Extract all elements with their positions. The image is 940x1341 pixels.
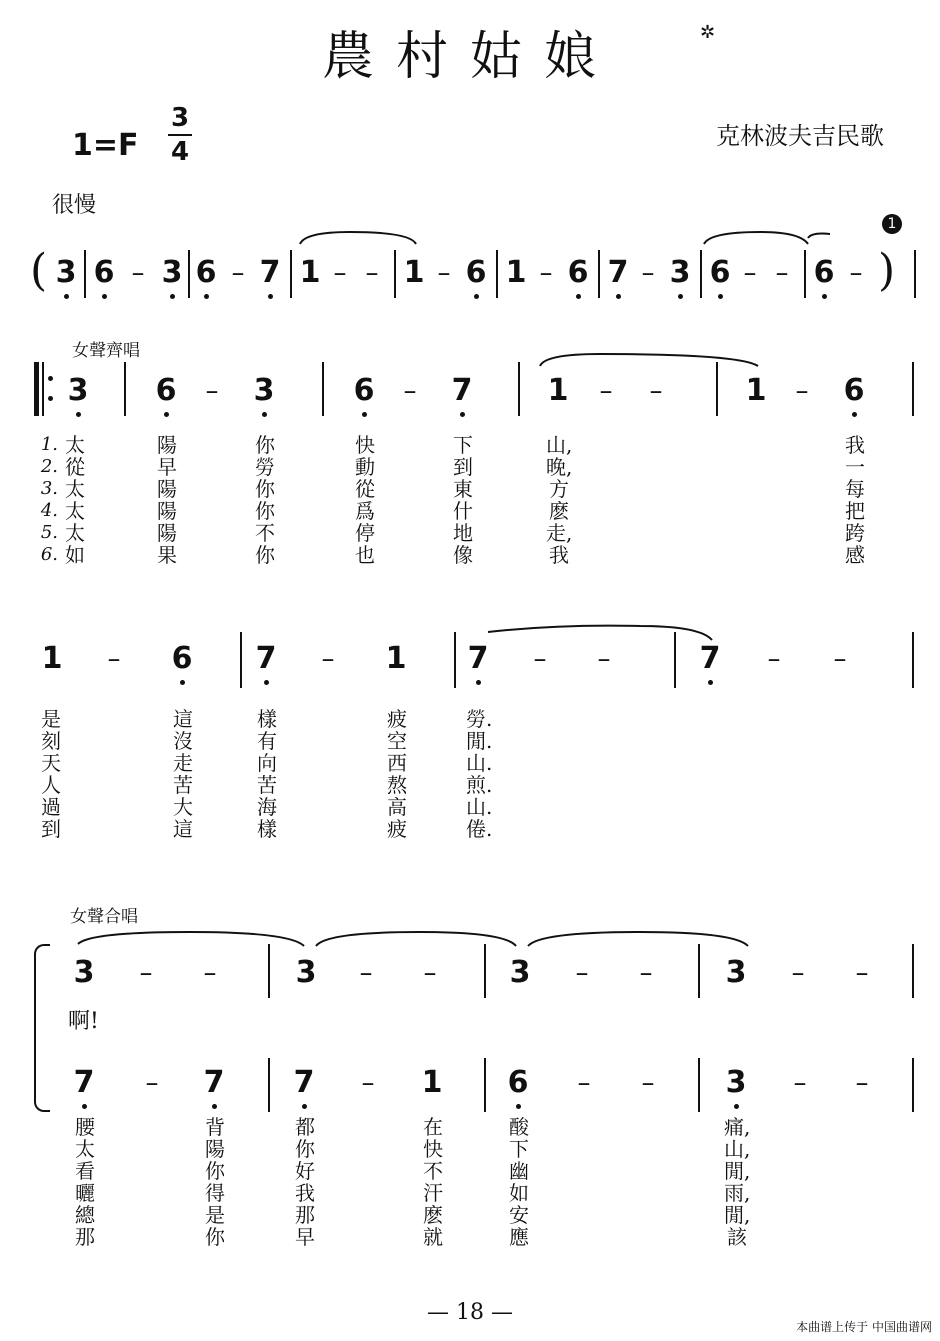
lyric-char: 陽 [205,1137,225,1161]
lyric-char: 是 [41,707,61,731]
lyric-char: 曬 [75,1181,95,1205]
lyric-char: 動 [355,455,375,479]
lyric-char: 太 [65,433,85,457]
note: 1 [745,373,767,408]
lyric-char: 海 [257,795,277,819]
low-octave-dot [212,1104,217,1109]
barline [42,362,44,416]
lyric-char: 太 [65,499,85,523]
dash: – [359,958,373,988]
repeat-dot [48,396,53,401]
lyric-char: 過 [41,795,61,819]
low-octave-dot [164,412,169,417]
verse-number: 2. [40,456,58,477]
lyric-char: 到 [41,817,61,841]
lyric-char: 下 [509,1137,529,1161]
lyric-char: 幽 [509,1159,529,1183]
lyric-char: 你 [295,1137,315,1161]
dash: – [145,1068,159,1098]
note: 3 [253,373,275,408]
dash: – [131,258,145,288]
low-octave-dot [64,294,69,299]
barline [290,250,292,298]
low-octave-dot [102,294,107,299]
barline [84,250,86,298]
lyric-char: 從 [65,455,85,479]
lyric-char: 太 [75,1137,95,1161]
barline [240,632,242,688]
verse-number: 3. [40,478,58,499]
tempo-marking: 很慢 [52,193,97,218]
lyric-char: 把 [845,499,865,523]
lyric-char: 你 [255,433,275,457]
circled-mark-icon: 1 [882,214,902,234]
note: 6 [155,373,177,408]
lyric-char: 雨, [724,1181,751,1205]
lyric-char: 這 [173,817,193,841]
lyric-char: 一 [845,455,865,479]
dash: – [641,258,655,288]
dash: – [333,258,347,288]
note: 3 [509,955,531,990]
lyric-char: 山. [466,751,493,775]
low-octave-dot [718,294,723,299]
lyric-char: 這 [173,707,193,731]
note: 6 [813,255,835,290]
barline [518,362,520,416]
lyric-char: 你 [255,499,275,523]
dash: – [575,958,589,988]
lyric-char: 安 [509,1203,529,1227]
barline [912,944,914,998]
barline [700,250,702,298]
dash: – [795,376,809,406]
note: 6 [171,641,193,676]
dash: – [743,258,757,288]
lyric-char: 大 [173,795,193,819]
lyric-char: 沒 [173,729,193,753]
dash: – [833,644,847,674]
barline [496,250,498,298]
section-label-chorus: 女聲合唱 [70,907,138,927]
lyric-char: 天 [41,751,61,775]
upload-footer: 本曲谱上传于 中国曲谱网 [796,1320,932,1334]
low-octave-dot [734,1104,739,1109]
lyric-char: 你 [255,543,275,567]
note: 1 [547,373,569,408]
dash: – [849,258,863,288]
low-octave-dot [362,412,367,417]
verse-number: 1. [40,434,58,455]
note: 1 [421,1065,443,1100]
lyric-char: 倦. [466,817,493,841]
note: 1 [403,255,425,290]
note: 3 [669,255,691,290]
lyric-char: 走, [546,521,573,545]
low-octave-dot [262,412,267,417]
note: 7 [203,1065,225,1100]
repeat-barline [34,362,39,416]
lyric-char: 苦 [257,773,277,797]
dash: – [577,1068,591,1098]
note: 6 [567,255,589,290]
lyric-char: 不 [423,1159,443,1183]
dash: – [203,958,217,988]
barline [698,1058,700,1112]
lyric-char: 果 [157,543,177,567]
barline [268,944,270,998]
lyric-char: 背 [205,1115,225,1139]
lyric-char: 向 [257,751,277,775]
lyric-char: 在 [423,1115,443,1139]
composer-credit: 克林波夫吉民歌 [716,122,884,150]
low-octave-dot [264,680,269,685]
barline [268,1058,270,1112]
lyric-char: 閒, [724,1159,751,1183]
lyric-char: 麽 [549,499,569,523]
lyric-char: 好 [295,1159,315,1183]
barline [804,250,806,298]
lyric-char: 跨 [845,521,865,545]
barline [674,632,676,688]
key-signature: 1=F [72,128,139,163]
dash: – [365,258,379,288]
low-octave-dot [576,294,581,299]
lyric-char: 山, [724,1137,751,1161]
lyric-char: 閒, [724,1203,751,1227]
dash: – [641,1068,655,1098]
paren-close: ) [878,245,896,296]
dash: – [597,644,611,674]
note: 7 [699,641,721,676]
lyric-char: 看 [75,1159,95,1183]
note: 3 [725,1065,747,1100]
note: 7 [467,641,489,676]
barline [188,250,190,298]
lyric-char: 勞 [255,455,275,479]
verse-number: 5. [40,522,58,543]
lyric-char: 是 [205,1203,225,1227]
lyric-char: 刻 [41,729,61,753]
section-label-unison: 女聲齊唱 [72,341,140,361]
lyric-char: 如 [65,543,85,567]
note: 1 [505,255,527,290]
low-octave-dot [76,412,81,417]
lyric-char: 汗 [423,1181,443,1205]
note: 3 [67,373,89,408]
dash: – [649,376,663,406]
lyric-char: 走 [173,751,193,775]
note: 3 [55,255,77,290]
lyric-char: 到 [453,455,473,479]
lyric-char: 早 [295,1225,315,1249]
dash: – [437,258,451,288]
lyric-char: 麽 [423,1203,443,1227]
lyric-char: 那 [295,1203,315,1227]
dash: – [533,644,547,674]
low-octave-dot [476,680,481,685]
note: 6 [465,255,487,290]
lyric-char: 我 [295,1181,315,1205]
lyric-char: 晚, [546,455,573,479]
note: 6 [843,373,865,408]
lyric-char: 煎. [466,773,493,797]
lyric-char: 早 [157,455,177,479]
dash: – [855,958,869,988]
note: 6 [353,373,375,408]
dash: – [791,958,805,988]
lyric-char: 下 [453,433,473,457]
lyric-char: 陽 [157,499,177,523]
page-number: — 18 — [427,1300,513,1325]
low-octave-dot [268,294,273,299]
lyric-char: 什 [453,499,473,523]
low-octave-dot [302,1104,307,1109]
note: 6 [709,255,731,290]
low-octave-dot [82,1104,87,1109]
barline [454,632,456,688]
barline [484,1058,486,1112]
verse-number: 6. [40,544,58,565]
lyric-char: 從 [355,477,375,501]
lyric-char: 太 [65,477,85,501]
note: 7 [73,1065,95,1100]
lyric-char: 得 [205,1181,225,1205]
lyric-char: 也 [355,543,375,567]
barline [912,1058,914,1112]
note: 6 [195,255,217,290]
song-title: 農村姑娘 [321,27,618,87]
lyric-char: 疲 [387,707,407,731]
lyric-char: 空 [387,729,407,753]
dash: – [793,1068,807,1098]
lyric-char: 高 [387,795,407,819]
lyric-char: 就 [423,1225,443,1249]
dash: – [423,958,437,988]
lyric-char: 樣 [257,707,277,731]
note: 3 [295,955,317,990]
lyric-char: 酸 [509,1115,529,1139]
lyric-char: 陽 [157,433,177,457]
barline [322,362,324,416]
barline [698,944,700,998]
lyric-char: 山. [466,795,493,819]
lyric-char: 陽 [157,477,177,501]
dash: – [107,644,121,674]
note: 3 [73,955,95,990]
barline [124,362,126,416]
lyric-char: 你 [205,1159,225,1183]
barline [912,632,914,688]
verse-number: 4. [40,500,58,521]
note: 1 [41,641,63,676]
lyric-char: 疲 [387,817,407,841]
lyric-char: 樣 [257,817,277,841]
low-octave-dot [180,680,185,685]
low-octave-dot [678,294,683,299]
note: 7 [293,1065,315,1100]
lyric-char: 那 [75,1225,95,1249]
barline [484,944,486,998]
title-ornament-icon: ✲ [700,22,716,43]
lyric-char: 西 [387,751,407,775]
low-octave-dot [460,412,465,417]
lyric-char: 東 [453,477,473,501]
lyric-char: 停 [355,521,375,545]
note: 3 [161,255,183,290]
note: 6 [507,1065,529,1100]
dash: – [539,258,553,288]
lyric-char: 方 [549,477,569,501]
lyric-char: 熬 [387,773,407,797]
lyric-char: 痛, [724,1115,751,1139]
dash: – [231,258,245,288]
dash: – [775,258,789,288]
lyric-char: 該 [727,1225,747,1249]
lyric-char: 像 [453,543,473,567]
lyric-char: 山, [546,433,573,457]
lyric-char: 總 [75,1203,95,1227]
lyric-char: 爲 [355,499,375,523]
time-denominator: 4 [170,137,190,167]
time-numerator: 3 [170,103,190,133]
lyric-char: 你 [205,1225,225,1249]
lyric-char: 人 [41,773,61,797]
lyric-char: 地 [453,521,473,545]
low-octave-dot [474,294,479,299]
low-octave-dot [708,680,713,685]
note: 7 [607,255,629,290]
note: 7 [451,373,473,408]
barline [716,362,718,416]
note: 6 [93,255,115,290]
low-octave-dot [204,294,209,299]
note: 7 [255,641,277,676]
low-octave-dot [616,294,621,299]
lyric-char: 有 [257,729,277,753]
system-bracket [34,944,50,1112]
dash: – [767,644,781,674]
low-octave-dot [822,294,827,299]
lyric-char: 我 [549,543,569,567]
lyric-char: 苦 [173,773,193,797]
lyric-char: 太 [65,521,85,545]
barline [598,250,600,298]
lyric-char: 腰 [75,1115,95,1139]
lyric-char: 我 [845,433,865,457]
barline [914,250,916,298]
note: 7 [259,255,281,290]
dash: – [639,958,653,988]
dash: – [139,958,153,988]
barline [912,362,914,416]
lyric-char: 你 [255,477,275,501]
note: 1 [299,255,321,290]
lyric-char: 每 [845,477,865,501]
lyric-char: 應 [509,1225,529,1249]
exclamation-lyric: 啊! [68,1009,99,1034]
lyric-char: 不 [255,521,275,545]
dash: – [321,644,335,674]
dash: – [361,1068,375,1098]
low-octave-dot [170,294,175,299]
lyric-char: 都 [295,1115,315,1139]
dash: – [403,376,417,406]
barline [394,250,396,298]
low-octave-dot [516,1104,521,1109]
dash: – [855,1068,869,1098]
lyric-char: 閒. [466,729,493,753]
note: 3 [725,955,747,990]
lyric-char: 快 [355,433,375,457]
low-octave-dot [852,412,857,417]
lyric-char: 勞. [466,707,493,731]
paren-open: ( [30,245,48,296]
lyric-char: 陽 [157,521,177,545]
lyric-char: 如 [509,1181,529,1205]
lyric-char: 感 [845,543,865,567]
note: 1 [385,641,407,676]
repeat-dot [48,376,53,381]
dash: – [599,376,613,406]
dash: – [205,376,219,406]
lyric-char: 快 [423,1137,443,1161]
